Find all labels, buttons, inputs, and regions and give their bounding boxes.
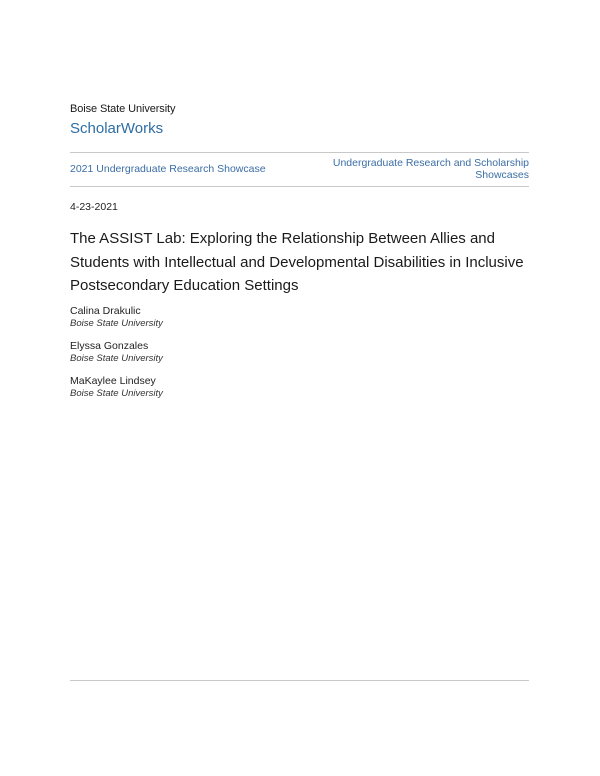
author-entry — [70, 340, 370, 365]
author-entry — [70, 375, 370, 400]
author-entry — [70, 305, 370, 330]
author-name: MaKaylee Lindsey — [70, 375, 156, 387]
author-affiliation: Boise State University — [70, 318, 163, 329]
publication-date: 4-23-2021 — [70, 201, 118, 213]
author-affiliation: Boise State University — [70, 353, 163, 364]
document-title: The ASSIST Lab: Exploring the Relationship Between Allies and Students with Intellectual and Developmental Disabilities in Inclusive Postsecondary Education Settings — [70, 230, 524, 294]
author-name: Elyssa Gonzales — [70, 340, 149, 352]
top-divider — [70, 152, 529, 153]
collection-link[interactable]: 2021 Undergraduate Research Showcase — [70, 163, 266, 175]
author-name: Calina Drakulic — [70, 305, 141, 317]
scholarworks-link[interactable]: ScholarWorks — [70, 120, 164, 137]
author-list — [70, 305, 370, 410]
bottom-divider — [70, 680, 529, 681]
middle-divider — [70, 186, 529, 187]
institution-name: Boise State University — [70, 103, 176, 115]
author-affiliation: Boise State University — [70, 388, 163, 399]
series-link[interactable]: Undergraduate Research and Scholarship Showcases — [332, 157, 529, 181]
